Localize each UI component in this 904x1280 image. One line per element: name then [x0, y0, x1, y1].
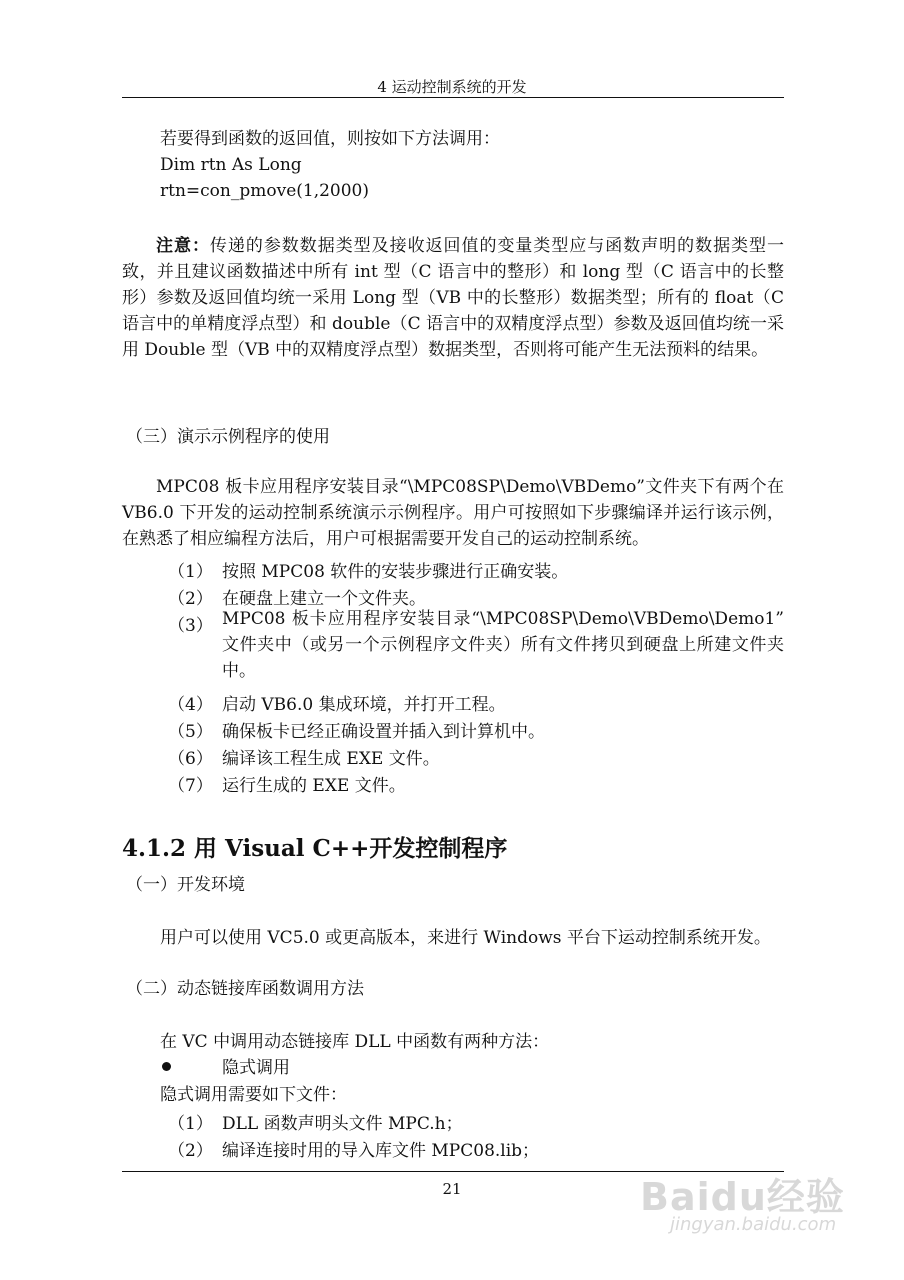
- baidu-watermark: [640, 1166, 845, 1235]
- section-3-paragraph: MPC08 板卡应用程序安装目录“\MPC08SP\Demo\VBDemo”文件夹下有两个在 VB6.0 下开发的运动控制系统演示示例程序。用户可按照如下步骤编译并运行该示例，在熟悉了相应编程方法后，用户可根据需要开发自己的运动控制系统。: [122, 477, 784, 549]
- step-1-num: （1）: [168, 562, 213, 582]
- file-1-num: （1）: [168, 1114, 213, 1134]
- step-6-num: （6）: [168, 749, 213, 769]
- step-3-text: MPC08 板卡应用程序安装目录“\MPC08SP\Demo\VBDemo\Demo1” 文件夹中（或另一个示例程序文件夹）所有文件拷贝到硬盘上所建文件夹中。: [222, 609, 784, 681]
- step-4-text: 启动 VB6.0 集成环境，并打开工程。: [222, 695, 506, 715]
- step-7-text: 运行生成的 EXE 文件。: [222, 776, 406, 796]
- header-rule: [122, 97, 784, 98]
- intro-line: 若要得到函数的返回值，则按如下方法调用：: [160, 129, 500, 149]
- bullet-icon: [162, 1062, 171, 1071]
- step-5-num: （5）: [168, 722, 213, 742]
- watermark-logo: Baidu经验: [640, 1175, 845, 1219]
- note-label: 注意：: [156, 236, 210, 256]
- step-2-text: 在硬盘上建立一个文件夹。: [222, 589, 426, 609]
- subsection-1-text: 用户可以使用 VC5.0 或更高版本，来进行 Windows 平台下运动控制系统开发。: [160, 928, 771, 948]
- subsection-2-title: （二）动态链接库函数调用方法: [126, 979, 364, 999]
- bullet-text: 隐式调用: [222, 1058, 290, 1078]
- step-6-text: 编译该工程生成 EXE 文件。: [222, 749, 440, 769]
- step-4-num: （4）: [168, 695, 213, 715]
- code-line-2: rtn=con_pmove(1,2000): [160, 181, 370, 201]
- watermark-url: jingyan.baidu.com: [670, 1214, 837, 1235]
- file-2-text: 编译连接时用的导入库文件 MPC08.lib；: [222, 1141, 540, 1161]
- step-7-num: （7）: [168, 776, 213, 796]
- file-2-num: （2）: [168, 1141, 213, 1161]
- section-3-title: （三）演示示例程序的使用: [126, 427, 330, 447]
- step-1-text: 按照 MPC08 软件的安装步骤进行正确安装。: [222, 562, 569, 582]
- code-line-1: Dim rtn As Long: [160, 155, 302, 175]
- page-number: 21: [442, 1180, 462, 1198]
- file-1-text: DLL 函数声明头文件 MPC.h；: [222, 1114, 463, 1134]
- note-paragraph: [122, 233, 784, 363]
- subsection-2-text: 在 VC 中调用动态链接库 DLL 中函数有两种方法：: [160, 1032, 550, 1052]
- note-text: 传递的参数数据类型及接收返回值的变量类型应与函数声明的数据类型一致，并且建议函数描述中所有 int 型（C 语言中的整形）和 long 型（C 语言中的长整形）参数及返回值均统一采用 Long 型（VB 中的长整形）数据类型；所有的 float（C 语言中的单精度浮点型）和 double（C 语言中的双精度浮点型）参数及返回值均统一采用 Double 型（VB 中的双精度浮点型）数据类型，否则将可能产生无法预料的结果。: [122, 236, 785, 360]
- need-files-text: 隐式调用需要如下文件：: [160, 1085, 347, 1105]
- subsection-1-title: （一）开发环境: [126, 875, 245, 895]
- step-3-num: （3）: [168, 616, 213, 636]
- running-header: 4 运动控制系统的开发: [377, 78, 527, 96]
- step-2-num: （2）: [168, 589, 213, 609]
- step-5-text: 确保板卡已经正确设置并插入到计算机中。: [222, 722, 545, 742]
- section-heading-4-1-2: 4.1.2 用 Visual C++开发控制程序: [122, 835, 508, 862]
